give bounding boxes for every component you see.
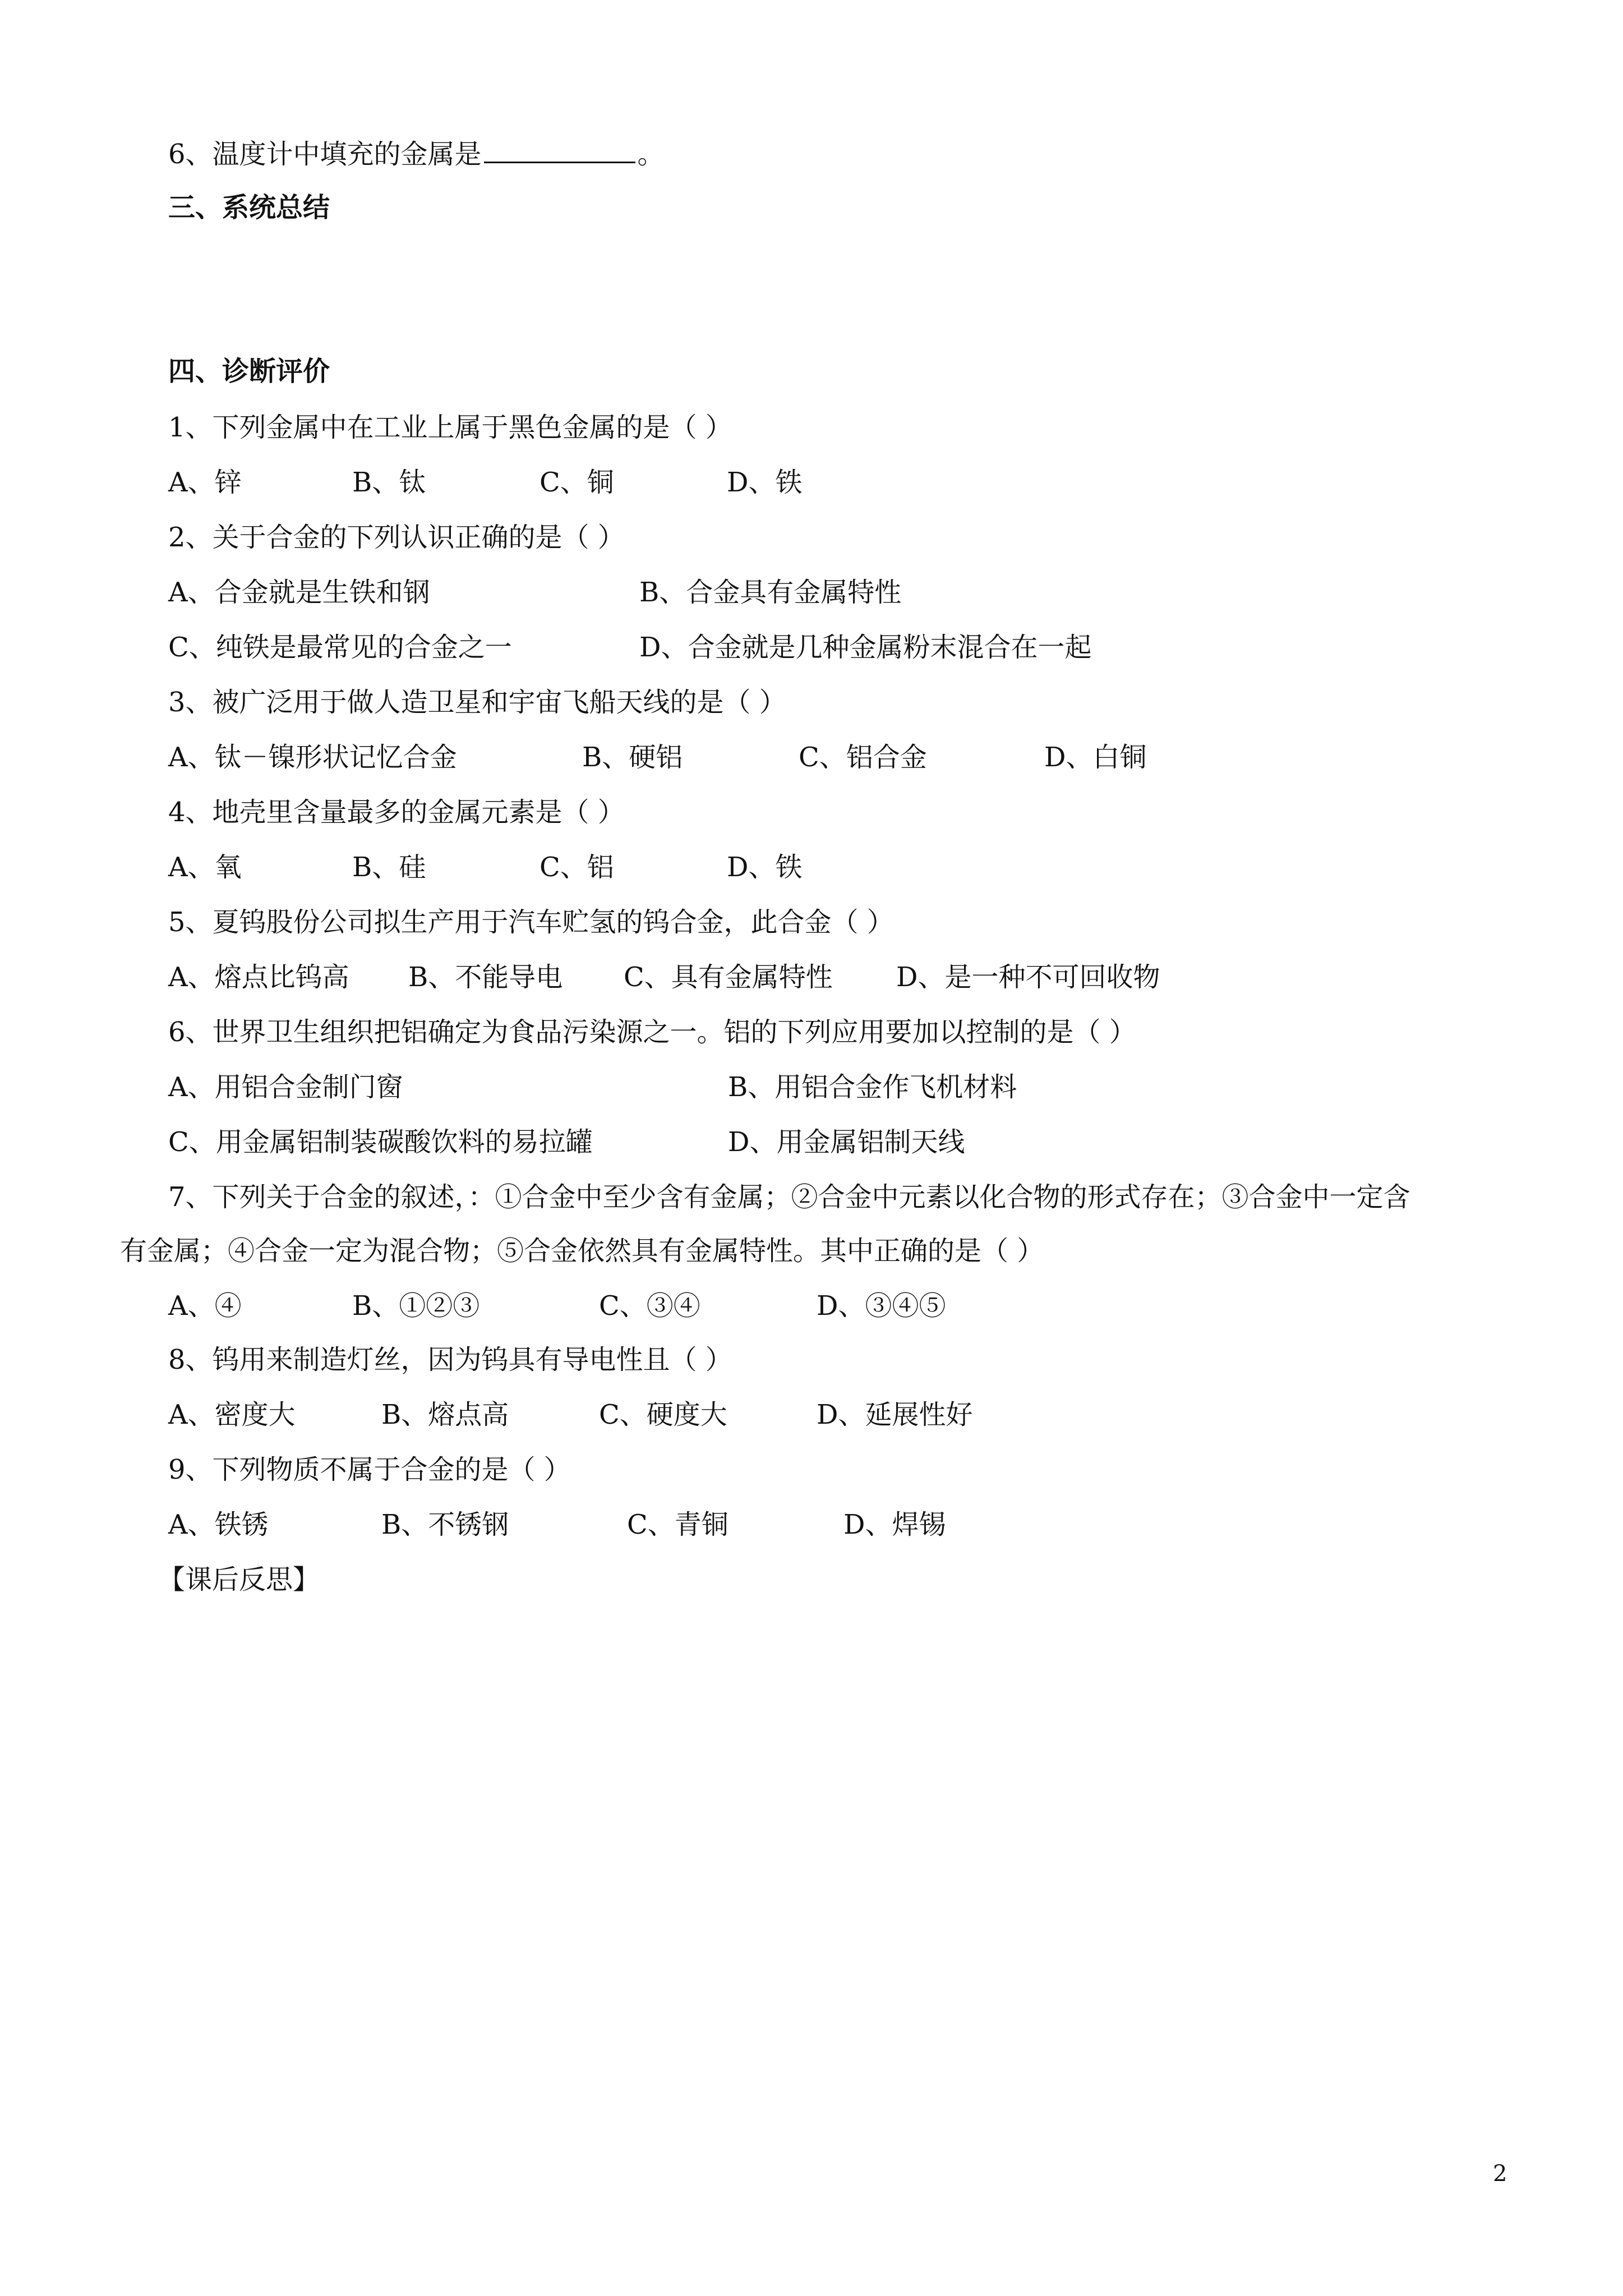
question-2-option-a: A、合金就是生铁和钢 [168,577,430,608]
question-7-option-a: A、④ [168,1290,242,1322]
question-4-option-d: D、铁 [727,852,803,883]
question-7-stem: 7、下列关于合金的叙述，：①合金中至少含有金属；②合金中元素以化合物的形式存在；③合金中一定含 [168,1181,1410,1213]
question-5-option-d: D、是一种不可回收物 [896,961,1160,993]
question-7-option-c: C、③④ [599,1290,700,1322]
question-3-option-a: A、钛－镍形状记忆合金 [168,742,457,773]
question-4-stem: 4、地壳里含量最多的金属元素是（ ） [168,797,625,828]
question-2-option-c: C、纯铁是最常见的合金之一 [168,632,512,663]
question-1-option-a: A、锌 [168,467,242,498]
question-6-stem: 6、世界卫生组织把铝确定为食品污染源之一。铝的下列应用要加以控制的是（ ） [168,1016,1136,1048]
question-8-option-b: B、熔点高 [381,1399,509,1430]
question-4-option-c: C、铝 [540,852,614,883]
question-5-stem: 5、夏钨股份公司拟生产用于汽车贮氢的钨合金，此合金（ ） [168,907,894,938]
question-8-option-d: D、延展性好 [817,1399,973,1430]
question-2-stem: 2、关于合金的下列认识正确的是（ ） [168,522,625,553]
question-1-stem: 1、下列金属中在工业上属于黑色金属的是（ ） [168,412,732,443]
question-9-option-a: A、铁锈 [168,1509,269,1540]
question-4-option-b: B、硅 [352,852,426,883]
question-5-option-b: B、不能导电 [408,961,563,993]
section-title-assessment: 四、诊断评价 [168,356,330,387]
fill-question-6-prefix: 6、温度计中填充的金属是 [168,139,482,170]
question-6-option-c: C、用金属铝制装碳酸饮料的易拉罐 [168,1126,593,1158]
question-1-option-c: C、铜 [540,467,614,498]
question-5-option-c: C、具有金属特性 [624,961,833,993]
question-6-option-a: A、用铝合金制门窗 [168,1071,403,1103]
question-6-option-d: D、用金属铝制天线 [728,1126,965,1158]
question-9-stem: 9、下列物质不属于合金的是（ ） [168,1454,571,1485]
page-number: 2 [1493,2161,1507,2187]
question-3-option-d: D、白铜 [1044,742,1147,773]
question-8-option-c: C、硬度大 [599,1399,727,1430]
section-title-summary: 三、系统总结 [168,192,330,223]
question-8-option-a: A、密度大 [168,1399,296,1430]
question-6-option-b: B、用铝合金作飞机材料 [728,1071,1017,1103]
question-9-option-b: B、不锈钢 [381,1509,509,1540]
question-3-stem: 3、被广泛用于做人造卫星和宇宙飞船天线的是（ ） [168,687,786,718]
question-7-stem-continued: 有金属；④合金一定为混合物；⑤合金依然具有金属特性。其中正确的是（ ） [120,1235,1044,1267]
question-1-option-d: D、铁 [727,467,803,498]
question-9-option-d: D、焊锡 [843,1509,946,1540]
answer-blank [484,139,635,163]
question-2-option-b: B、合金具有金属特性 [639,577,902,608]
question-9-option-c: C、青铜 [627,1509,728,1540]
question-4-option-a: A、氧 [168,852,242,883]
reflection-heading: 【课后反思】 [158,1564,320,1595]
question-5-option-a: A、熔点比钨高 [168,961,349,993]
question-3-option-c: C、铝合金 [799,742,927,773]
question-7-option-b: B、①②③ [352,1290,480,1322]
question-8-stem: 8、钨用来制造灯丝，因为钨具有导电性且（ ） [168,1344,732,1375]
question-2-option-d: D、合金就是几种金属粉末混合在一起 [639,632,1092,663]
fill-question-6 [168,137,665,171]
question-3-option-b: B、硬铝 [582,742,683,773]
question-1-option-b: B、钛 [352,467,426,498]
fill-question-6-suffix: 。 [637,139,665,170]
question-7-option-d: D、③④⑤ [817,1290,946,1322]
